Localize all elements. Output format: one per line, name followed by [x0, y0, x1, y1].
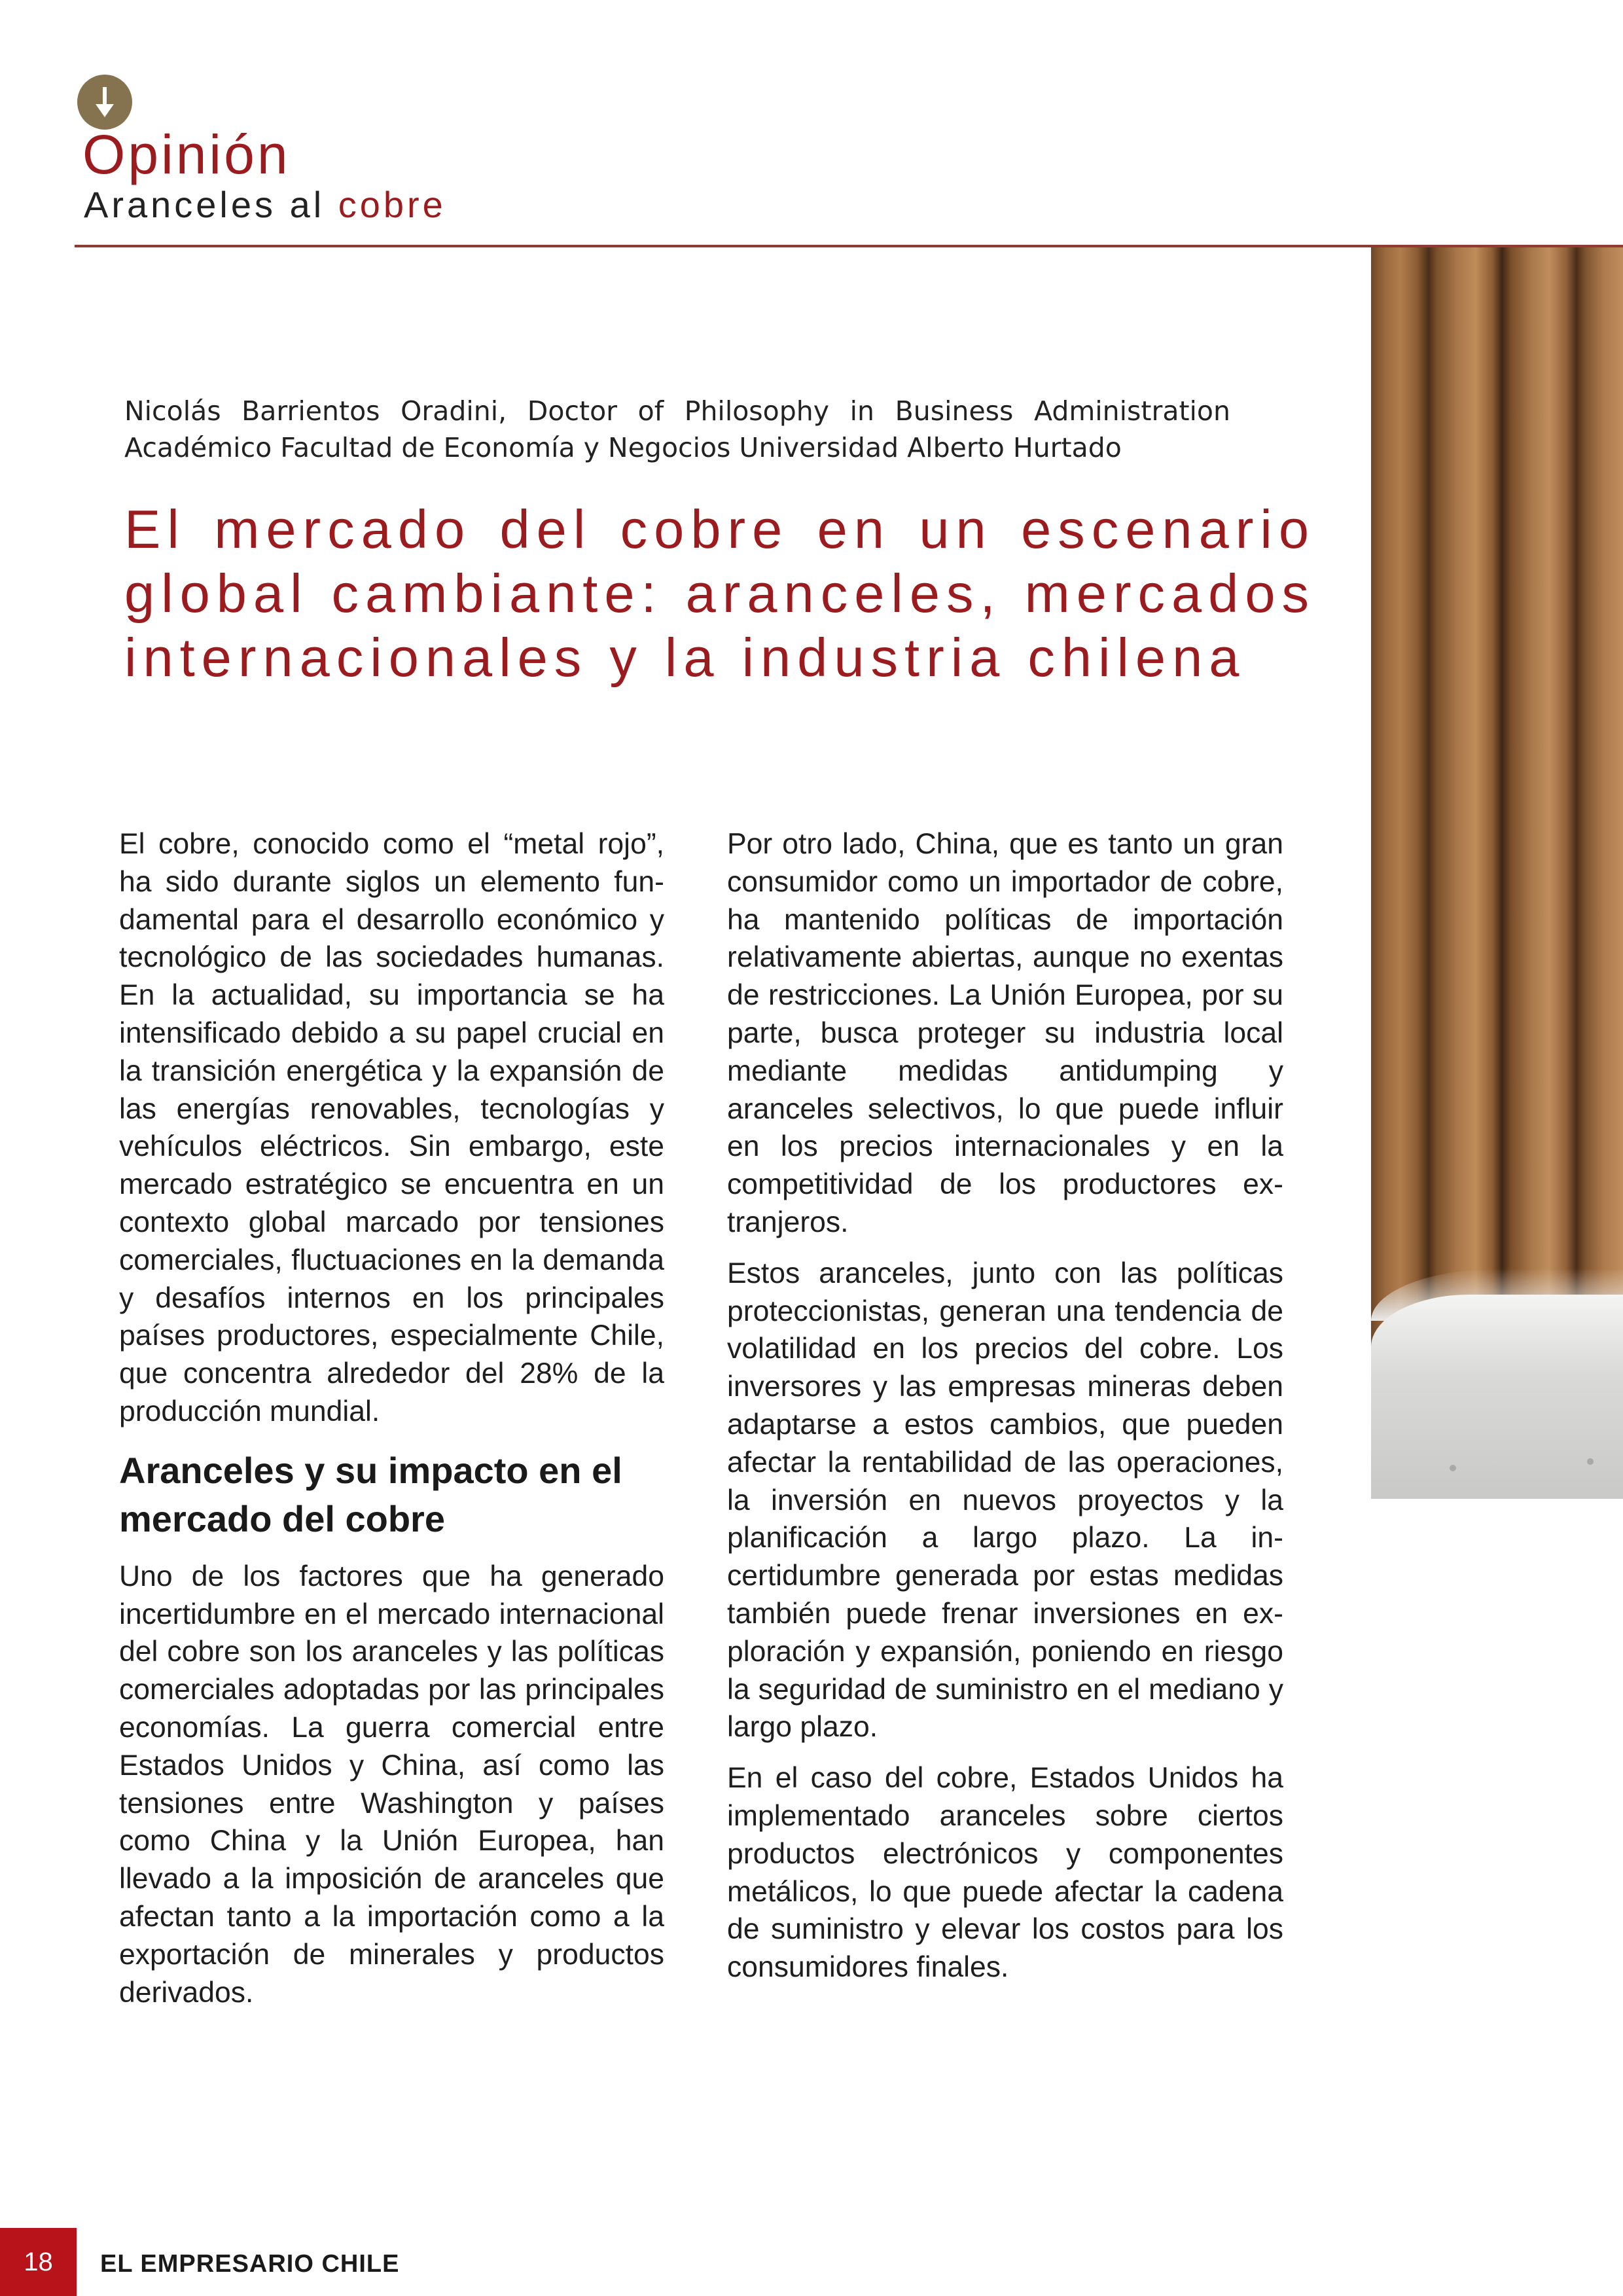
- body-paragraph: El cobre, conocido como el “metal rojo”, ha sido durante siglos un elemento fundamental para el desarrollo económico y tecnológico de las sociedades humanas. En la actualidad, su importancia se ha intensificado debido a su papel crucial en la transición energética y la expansión de las energías renovables, tecnologías y vehículos eléctricos. Sin embargo, este mercado estratégico se encuentra en un contexto global marcado por tensiones comerciales, fluctuaciones en la demanda y desafíos internos en los principales países productores, especialmente Chile, que concentra alrededor del 28% de la producción mundial.: [119, 828, 664, 1427]
- subtitle-text: Aranceles al: [84, 184, 338, 225]
- wood-panel-photo: [1371, 247, 1623, 1499]
- article-column-left: [119, 825, 664, 2011]
- headline-line-3: internacionales y la industria chilena: [124, 627, 1246, 688]
- section-subtitle: [84, 183, 446, 226]
- author-byline: [124, 393, 1230, 466]
- article-subheading: Aranceles y su impacto en el mercado del cobre: [119, 1449, 622, 1539]
- body-paragraph: Por otro lado, China, que es tanto un gran consumidor como un importador de cobre, ha mantenido políticas de importación relativamente abiertas, aunque no exentas de restricciones. La Unión Europea, por su parte, busca proteger su industria local mediante medidas antidumping y aranceles selectivos, lo que puede influir en los precios internacionales y en la competitividad de los productores extranjeros.: [727, 828, 1283, 1238]
- publication-name: EL EMPRESARIO CHILE: [100, 2250, 400, 2278]
- body-paragraph: Uno de los factores que ha generado incertidumbre en el mercado internacional del cobre son los aranceles y las políticas comerciales adoptadas por las principales economías. La guerra comercial entre Estados Unidos y China, así como las tensiones entre Washington y países como China y la Unión Europea, han llevado a la imposición de aranceles que afectan tanto a la importación como a la exportación de minerales y productos derivados.: [119, 1560, 664, 2009]
- page-number-badge: [0, 2228, 77, 2296]
- headline-line-1: El mercado del cobre en un escenario: [124, 499, 1315, 560]
- article-headline: [124, 497, 1315, 690]
- page-number: 18: [24, 2247, 53, 2276]
- subtitle-accent-text: cobre: [338, 184, 446, 225]
- body-paragraph: En el caso del cobre, Estados Unidos ha implementado aranceles sobre ciertos productos electrónicos y componentes metálicos, lo que puede afectar la cadena de suministro y elevar los costos para los consumidores finales.: [727, 1762, 1283, 1984]
- section-title: Opinión: [82, 124, 291, 185]
- author-name-line: Nicolás Barrientos Oradini, Doctor of Philosophy in Business Administration: [124, 395, 1230, 427]
- body-paragraph: Estos aranceles, junto con las políticas proteccionistas, generan una tendencia de volatilidad en los precios del cobre. Los inversores y las empresas mineras deben adaptarse a estos cambios, que pueden afectar la rentabilidad de las operaciones, la inversión en nuevos proyectos y la planificación a largo plazo. La incertidumbre generada por estas medidas también puede frenar inversiones en exploración y expansión, poniendo en riesgo la seguridad de suministro en el mediano y largo plazo.: [727, 1257, 1283, 1744]
- headline-line-2: global cambiante: aranceles, mercados: [124, 563, 1315, 624]
- article-column-right: [727, 825, 1283, 1986]
- author-affiliation-line: Académico Facultad de Economía y Negocios Universidad Alberto Hurtado: [124, 432, 1122, 463]
